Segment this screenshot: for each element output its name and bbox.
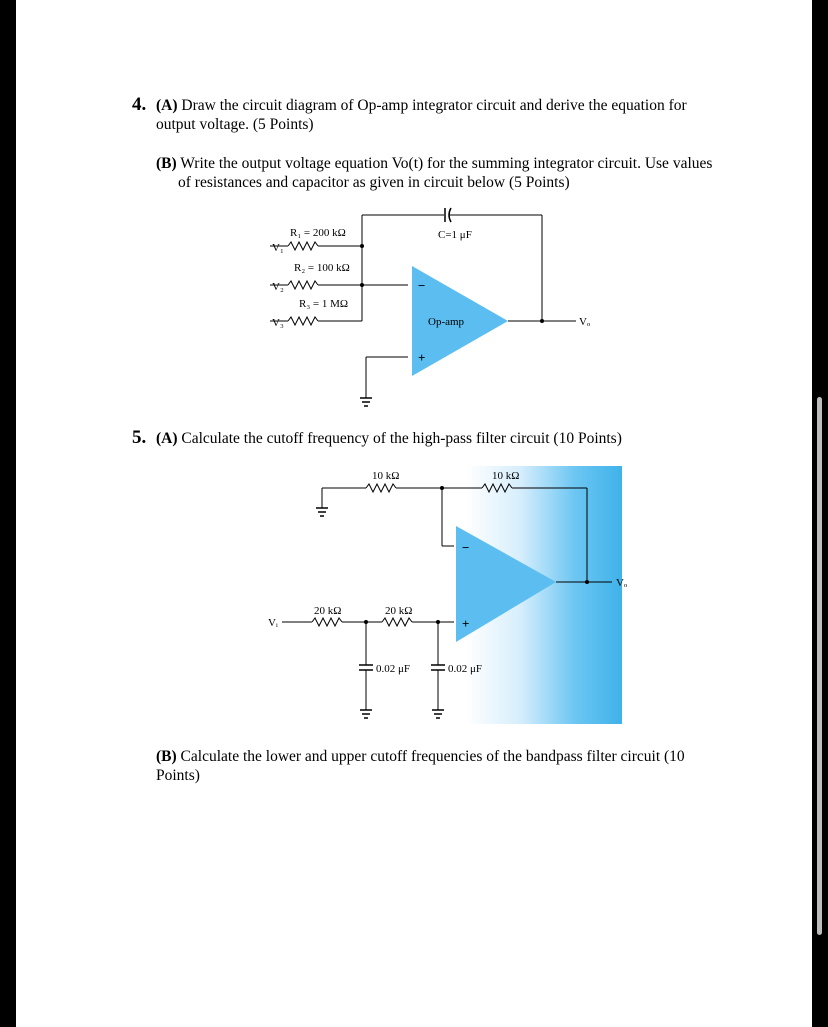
question-5b-line2: Points) (156, 767, 200, 784)
v2-label: V₂ (272, 281, 284, 293)
c2-label: 0.02 μF (448, 663, 483, 675)
question-5b-text: Calculate the lower and upper cutoff frequencies of the bandpass filter circuit (10 (180, 748, 685, 765)
r-top-right-label: 10 kΩ (492, 470, 520, 482)
capacitor-label: C=1 μF (438, 229, 472, 241)
v3-label: V₃ (272, 317, 284, 329)
high-pass-filter-circuit (242, 464, 628, 726)
document-page (16, 0, 812, 1027)
opamp-1-plus: + (418, 350, 426, 365)
vout-1-label: Vₒ (579, 316, 591, 328)
summing-integrator-circuit (246, 200, 591, 415)
opamp-1-label: Op-amp (428, 316, 465, 328)
question-4b-tag: (B) (156, 155, 177, 172)
vout-2-label: Vₒ (616, 577, 628, 589)
opamp-1-minus: − (418, 278, 426, 293)
question-5a-tag: (A) (156, 430, 178, 447)
r3-label: R₃ = 1 MΩ (299, 298, 349, 310)
question-4b-text: Write the output voltage equation Vo(t) for the summing integrator circuit. Use values (180, 155, 713, 172)
question-5b-tag: (B) (156, 748, 177, 765)
r-bot-right-label: 20 kΩ (385, 605, 413, 617)
question-4a-line2: output voltage. (5 Points) (156, 116, 314, 133)
vertical-scrollbar[interactable] (817, 397, 822, 935)
question-5b-line1 (156, 747, 685, 766)
question-4a-tag: (A) (156, 97, 178, 114)
opamp-2-minus: − (462, 540, 470, 555)
r2-label: R₂ = 100 kΩ (294, 262, 350, 274)
question-4b-line1 (156, 154, 712, 173)
opamp-2-plus: + (462, 616, 470, 631)
vin-label: Vᵢ (268, 617, 278, 629)
r-top-left-label: 10 kΩ (372, 470, 400, 482)
question-4-number: 4. (132, 94, 147, 115)
question-5a-text: Calculate the cutoff frequency of the high-pass filter circuit (10 Points) (181, 430, 622, 447)
question-4a-text: Draw the circuit diagram of Op-amp integrator circuit and derive the equation for (181, 97, 687, 114)
question-4a-line1 (156, 96, 687, 115)
c1-label: 0.02 μF (376, 663, 411, 675)
v1-label: V₁ (272, 242, 284, 254)
question-4b-line2: of resistances and capacitor as given in circuit below (5 Points) (178, 174, 570, 191)
r-bot-left-label: 20 kΩ (314, 605, 342, 617)
question-5-number: 5. (132, 427, 147, 448)
r1-label: R₁ = 200 kΩ (290, 227, 346, 239)
question-5a-line (156, 429, 622, 448)
